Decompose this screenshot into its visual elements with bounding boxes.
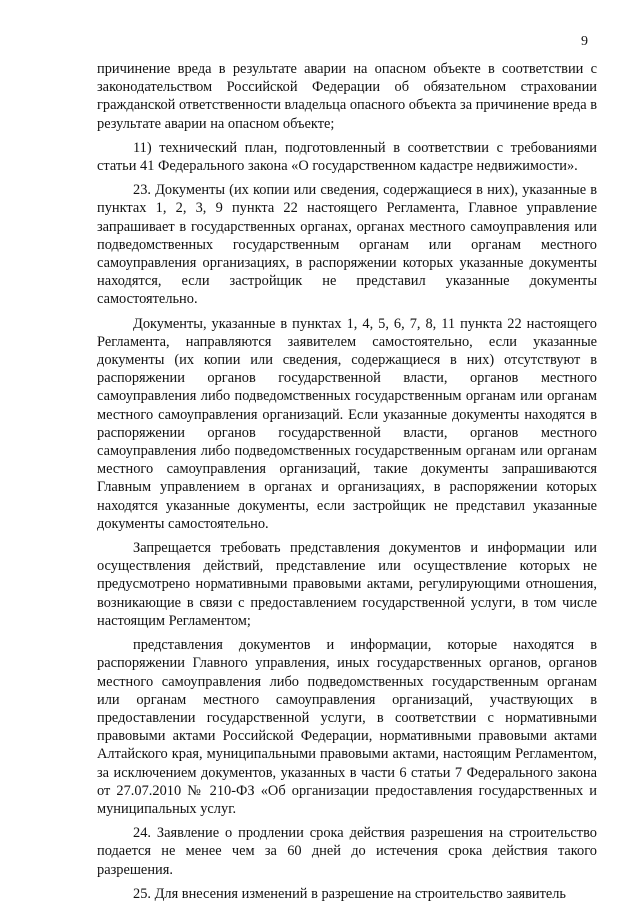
paragraph-hazard-insurance: причинение вреда в результате аварии на опасном объекте в соответствии с законодательством Российской Федерации об обязательном страховании гражданской ответственности владельца опасного объекта за причинение вреда в результате аварии на опасном объекте; [97,61,597,132]
document-body [97,60,597,903]
paragraph-section-24: 24. Заявление о продлении срока действия разрешения на строительство подается не менее чем за 60 дней до истечения срока действия такого разрешения. [97,825,597,878]
paragraph-documents-by-applicant: Документы, указанные в пунктах 1, 4, 5, 6, 7, 8, 11 пункта 22 настоящего Регламента, направляются заявителем самостоятельно, если указанные документы (их копии или сведения, содержащиеся в них) отсутствуют в распоряжении органов государственной власти, органов местного самоуправления либо подведомственных государственным органам или органам местного самоуправления организаций. Если указанные документы находятся в распоряжении органов государственной власти, органов местного самоуправления либо подведомственных государственным органам или органам местного самоуправления организаций, такие документы запрашиваются Главным управлением в органах и организациях, в распоряжении которых находятся указанные документы, если застройщик не представил указанные документы самостоятельно. [97,315,597,532]
paragraph-prohibition: Запрещается требовать представления документов и информации или осуществления действий, представление или осуществление которых не предусмотрено нормативными правовыми актами, регулирующими отношения, возникающие в связи с предоставлением государственной услуги, в том числе настоящим Регламентом; [97,540,597,629]
paragraph-technical-plan: 11) технический план, подготовленный в соответствии с требованиями статьи 41 Федерального закона «О государственном кадастре недвижимости». [97,139,597,175]
paragraph-documents-in-possession: представления документов и информации, которые находятся в распоряжении Главного управления, иных государственных органов, органов местного самоуправления либо подведомственных государственным органам или органам местного самоуправления организаций, участвующих в предоставлении государственной услуги, в соответствии с нормативными правовыми актами Российской Федерации, нормативными правовыми актами Алтайского края, муниципальными правовыми актами, настоящим Регламентом, за исключением документов, указанных в части 6 статьи 7 Федерального закона от 27.07.2010 № 210-ФЗ «Об организации предоставления государственных и муниципальных услуг. [97,637,597,817]
paragraph-section-25: 25. Для внесения изменений в разрешение на строительство заявитель [133,885,566,902]
paragraph-section-23: 23. Документы (их копии или сведения, содержащиеся в них), указанные в пунктах 1, 2, 3, 9 пункта 22 настоящего Регламента, Главное управление запрашивает в государственных органах, органах местного самоуправления или подведомственных государственным органам или органам местного самоуправления организациях, в распоряжении которых указанные документы находятся, если застройщик не представил указанные документы самостоятельно. [97,182,597,308]
page-number: 9 [581,34,588,49]
